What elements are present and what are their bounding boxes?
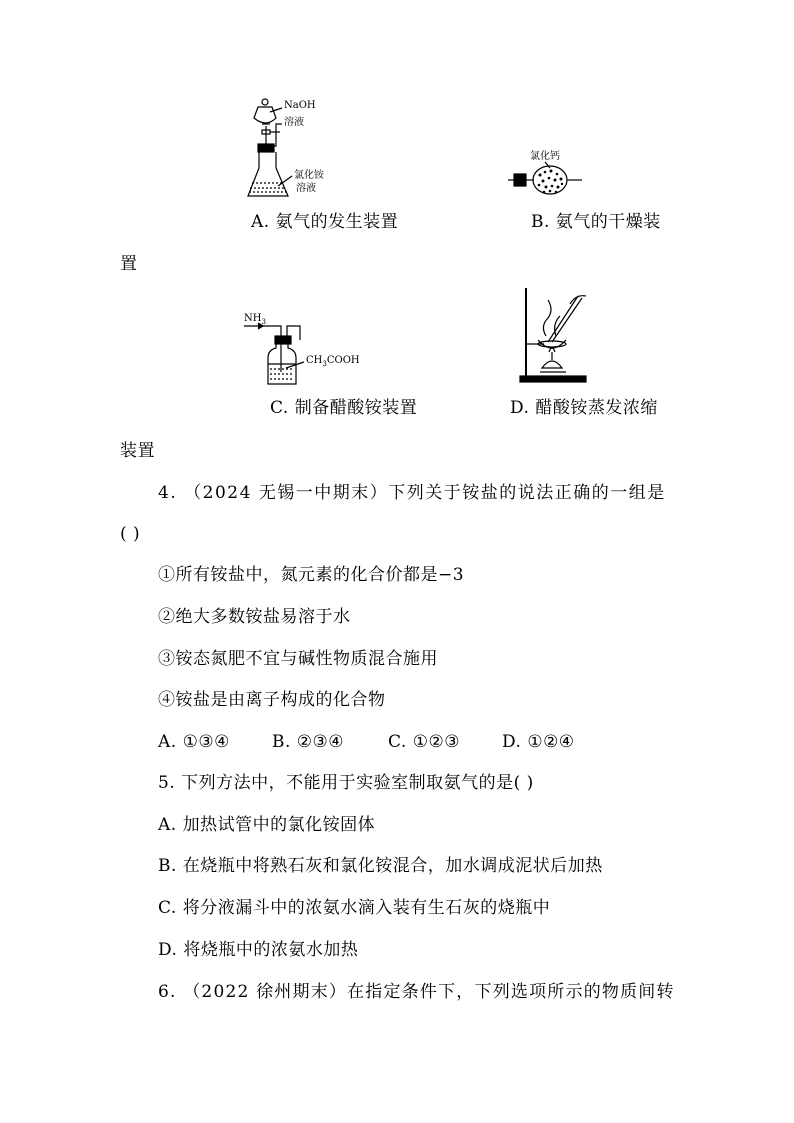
figure-a-nh4cl-label: 氯化铵	[294, 170, 324, 181]
figure-c-nh3-sub: 3	[261, 318, 266, 326]
figure-c-acetic-text: CH	[306, 355, 323, 366]
figure-d-caption: D. 醋酸铵蒸发浓缩	[510, 398, 658, 418]
q5-option-a[interactable]: A. 加热试管中的氯化铵固体	[158, 815, 376, 835]
q5-option-d[interactable]: D. 将烧瓶中的浓氨水加热	[158, 940, 359, 960]
figure-a-naoh-label: NaOH	[284, 100, 316, 111]
q4-statement-4: ④铵盐是由离子构成的化合物	[158, 690, 386, 710]
q4-option-c[interactable]: C. ①②③	[388, 732, 460, 752]
figure-b-caption: B. 氨气的干燥装	[531, 212, 661, 232]
q4-statement-3: ③铵态氮肥不宜与碱性物质混合施用	[158, 649, 438, 669]
q4-option-a[interactable]: A. ①③④	[158, 732, 230, 752]
q4-statement-1: ①所有铵盐中，氮元素的化合价都是−3	[158, 565, 465, 585]
q4-stem: 4. （2024 无锡一中期末）下列关于铵盐的说法正确的一组是	[158, 483, 666, 503]
q4-option-b[interactable]: B. ②③④	[272, 732, 345, 752]
figure-c-nh3-text: NH	[244, 313, 262, 324]
figure-a-naoh-label-2: 溶液	[284, 117, 304, 128]
figure-c-caption: C. 制备醋酸铵装置	[270, 398, 418, 418]
q4-answer-blank[interactable]: ( )	[120, 524, 141, 544]
figure-a-caption: A. 氨气的发生装置	[251, 212, 399, 232]
figure-c-acetic-rest: COOH	[326, 355, 360, 366]
figure-b-caption-wrap: 置	[120, 254, 138, 274]
q5-option-c[interactable]: C. 将分液漏斗中的浓氨水滴入装有生石灰的烧瓶中	[158, 898, 551, 918]
figure-d-caption-wrap: 装置	[120, 441, 155, 461]
figure-c-acetic-sub: 3	[322, 360, 327, 368]
q5-option-b[interactable]: B. 在烧瓶中将熟石灰和氯化铵混合，加水调成泥状后加热	[158, 856, 603, 876]
figure-b-cacl2-label: 氯化钙	[530, 151, 560, 162]
q4-option-d[interactable]: D. ①②④	[502, 732, 575, 752]
q6-stem: 6. （2022 徐州期末）在指定条件下，下列选项所示的物质间转	[158, 982, 675, 1002]
q5-stem: 5. 下列方法中，不能用于实验室制取氨气的是( )	[158, 773, 534, 793]
q4-statement-2: ②绝大多数铵盐易溶于水	[158, 607, 351, 627]
figure-a-nh4cl-label-2: 溶液	[296, 183, 316, 194]
